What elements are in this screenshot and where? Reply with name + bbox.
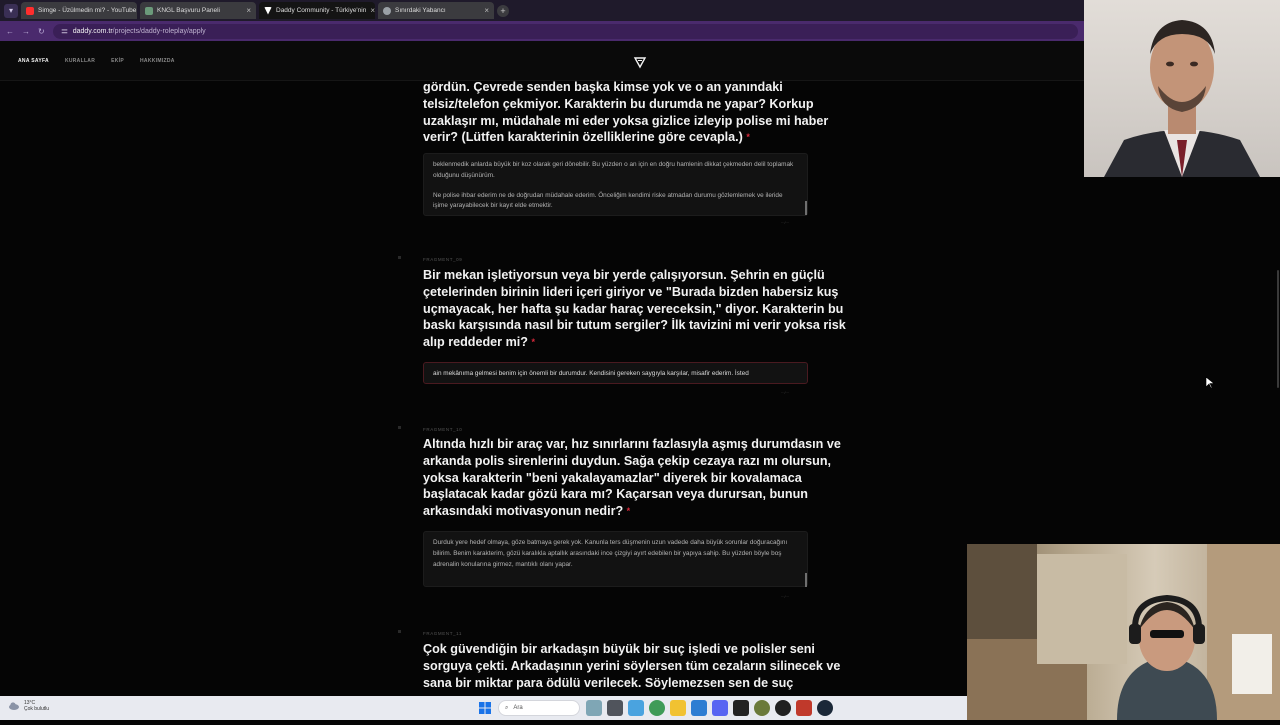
game-launcher-icon[interactable] [796, 700, 812, 716]
close-icon[interactable]: × [370, 6, 376, 15]
tab-kngl[interactable] [140, 2, 256, 19]
tab-youtube[interactable] [21, 2, 137, 19]
discord-icon[interactable] [712, 700, 728, 716]
search-placeholder: Ara [513, 705, 523, 711]
required-marker: * [531, 337, 535, 348]
url-host: daddy.com.tr [72, 27, 113, 35]
forward-icon[interactable]: → [22, 26, 30, 36]
question-title: Altında hızlı bir araç var, hız sınırlarını fazlasıyla aşmış durumdasın ve arkanda polis sirenlerini duydun. Sağa çekip cezaya razı mı olursun, yoksa karakterin "beni yakalayamazlar" diyerek bir kovalamaca başlatacak kadar gözü kara mı? Kaçarsan veya durursan, bunun arkasındaki motivasyonun nedir? * [423, 437, 841, 519]
taskbar-search[interactable] [498, 700, 580, 716]
fragment-label: FRAGMENT_09 [423, 257, 463, 262]
obs-icon[interactable] [775, 700, 791, 716]
answer-textarea[interactable] [423, 153, 808, 216]
weather-widget[interactable] [8, 700, 49, 712]
textarea-resize-handle[interactable] [805, 573, 807, 587]
char-counter: ···/··· [781, 595, 789, 599]
char-counter: ···/··· [781, 221, 789, 225]
nav-team[interactable]: EKİP [111, 58, 125, 64]
char-counter: ···/··· [781, 391, 789, 395]
chrome-icon[interactable] [649, 700, 665, 716]
textarea-resize-handle[interactable] [805, 201, 807, 215]
answer-input[interactable]: ain mekânıma gelmesi benim için önemli bir durumdur. Kendisini gereken saygıyla karşılar, misafir ederim. İsted [423, 362, 808, 384]
daddy-logo-icon[interactable] [634, 56, 646, 68]
new-tab-button[interactable]: + [497, 5, 509, 17]
tab-label: Simge - Üzülmedin mi? - YouTube [38, 7, 137, 14]
question-title: gördün. Çevrede senden başka kimse yok ve o an yanındaki telsiz/telefon çekmiyor. Karakterin bu durumda ne yapar? Korkup uzaklaşır mı, müdahale mi eder yoksa gizlice izleyip polise mi haber verir? (Lütfen karakterinin özelliklerine göre cevapla.) * [423, 80, 829, 145]
kngl-icon [145, 7, 153, 15]
required-marker: * [626, 506, 631, 517]
landscape-widget-icon[interactable] [586, 700, 602, 716]
answer-paragraph: Durduk yere hedef olmaya, göze batmaya gerek yok. Kanunla ters düşmenin uzun vadede daha büyük sorunlar doğuracağını bilirim. Benim karakterim, gözü karalıkla aptallık arasındaki ince çizgiyi ayırt edebilen bir yapıya sahip. Bu yüzden böyle boş adrenalin konularına girmez, mantıklı olanı yapar. [433, 539, 788, 568]
url-path: /projects/daddy-roleplay/apply [112, 27, 206, 35]
site-header [0, 41, 1084, 81]
steam-icon[interactable] [817, 700, 833, 716]
fragment-label: FRAGMENT_11 [423, 631, 463, 636]
answer-paragraph: beklenmedik anlarda büyük bir koz olarak geri dönebilir. Bu yüzden o an için en doğru hamlenin dikkat çekmeden delil toplamak olduğunu düşünürüm. [433, 161, 794, 179]
mouse-cursor-icon [1206, 377, 1214, 389]
nav-rules[interactable]: KURALLAR [64, 58, 96, 64]
task-view-icon[interactable] [607, 700, 623, 716]
webcam-overlay-top [1084, 0, 1280, 177]
youtube-icon [26, 7, 34, 15]
required-marker: * [746, 132, 750, 143]
temperature: 13°C [24, 700, 36, 706]
windows-start-icon[interactable] [479, 702, 491, 714]
close-icon[interactable]: × [484, 6, 489, 15]
nav-home[interactable]: ANA SAYFA [18, 58, 49, 64]
url-field[interactable] [53, 24, 1078, 39]
page-scrollbar[interactable] [1277, 270, 1279, 388]
fragment-marker [398, 256, 401, 259]
search-icon: ⌕ [505, 704, 509, 711]
daddy-logo-icon [264, 7, 272, 15]
fragment-marker [398, 630, 401, 633]
close-icon[interactable]: × [246, 6, 251, 15]
fragment-label: FRAGMENT_10 [423, 427, 463, 432]
application-form [0, 81, 1084, 696]
photos-icon[interactable] [628, 700, 644, 716]
weather-description: Çok bulutlu [24, 706, 50, 712]
tab-label: KNGL Başvuru Paneli [157, 7, 220, 14]
tab-daddy-community[interactable] [259, 2, 375, 19]
webcam-streamer-image [967, 544, 1280, 720]
site-nav [18, 58, 175, 64]
taskbar-apps [586, 700, 833, 716]
cloud-icon [8, 701, 20, 711]
webcam-overlay-bottom [967, 544, 1280, 720]
nav-about[interactable]: HAKKIMIZDA [140, 58, 175, 64]
reload-icon[interactable]: ↻ [38, 26, 45, 36]
tab-menu-icon[interactable]: ▾ [4, 4, 18, 18]
site-info-icon[interactable] [61, 28, 68, 35]
store-icon[interactable] [691, 700, 707, 716]
back-icon[interactable]: ← [6, 26, 14, 36]
taskbar [0, 696, 967, 720]
webcam-person-image [1084, 0, 1280, 177]
tab-sinirdaki-yabanci[interactable] [378, 2, 494, 19]
app-icon[interactable] [754, 700, 770, 716]
question-title: Bir mekan işletiyorsun veya bir yerde çalışıyorsun. Şehrin en güçlü çetelerinden birinin lideri içeri giriyor ve "Burada bizden habersiz kuş uçmayacak, her hafta şu kadar haraç vereceksin," diyor. Karakterin bu baskı karşısında nasıl bir tutum sergiler? İlk tavizini mi verir yoksa risk alıp reddeder mi? * [423, 268, 846, 350]
question-title: Çok güvendiğin bir arkadaşın büyük bir suç işledi ve polisler seni sorguya çekti. Arkadaşının yerini söylersen tüm cezaların silinecek ve sana bir miktar para ödülü verilecek. Söylemezsen sen de suç [423, 642, 841, 690]
answer-paragraph: Ne polise ihbar ederim ne de doğrudan müdahale ederim. Önceliğim kendimi riske atmadan durumu gözlemlemek ve ileride işime yarayabilecek bir kayıt elde etmektir. [433, 191, 783, 210]
file-explorer-icon[interactable] [670, 700, 686, 716]
tab-label: Sınırdaki Yabancı [395, 7, 446, 14]
globe-icon [383, 7, 391, 15]
terminal-icon[interactable] [733, 700, 749, 716]
answer-textarea[interactable] [423, 531, 808, 587]
tab-label: Daddy Community - Türkiye'nin [276, 7, 367, 14]
fragment-marker [398, 426, 401, 429]
address-bar-row [0, 21, 1084, 41]
